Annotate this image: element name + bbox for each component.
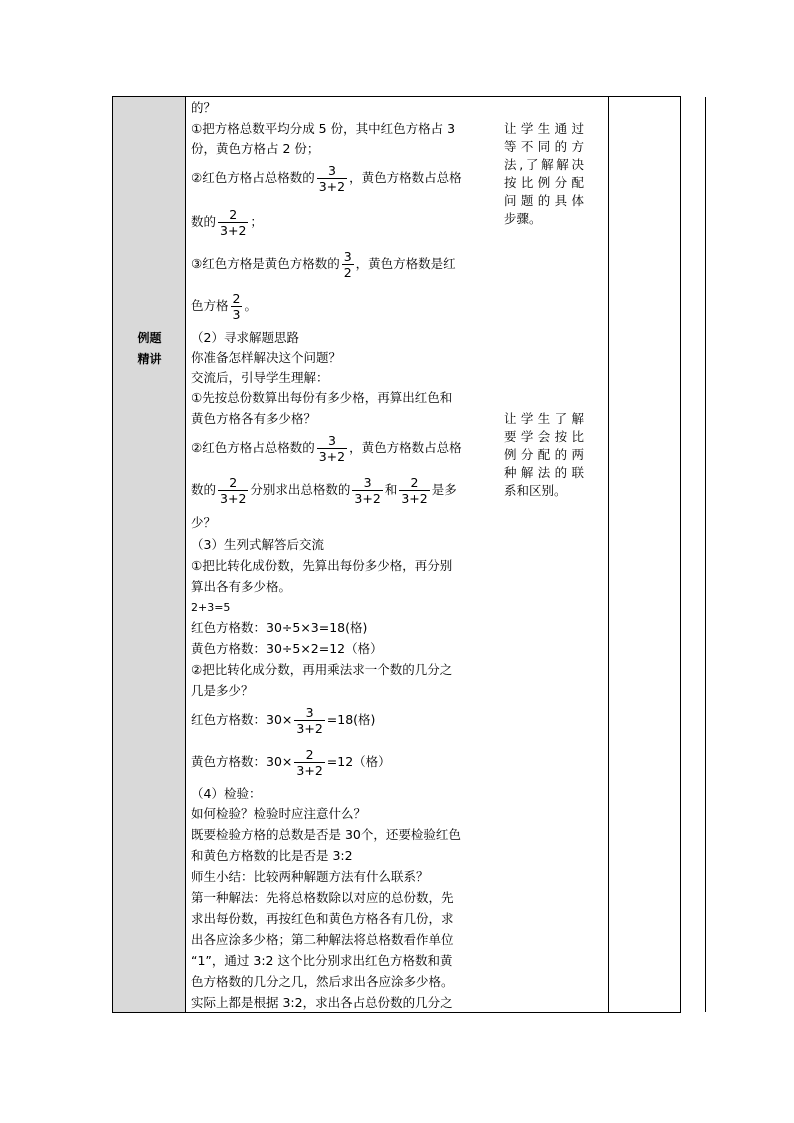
fraction-denominator: 3+2	[220, 491, 247, 506]
row-label-line-2: 精讲	[137, 352, 162, 366]
text-line: ①把方格总数平均分成 5 份，其中红色方格占 3	[191, 121, 456, 136]
fraction	[294, 705, 324, 736]
text-segment: ，黄色方格数占总格	[349, 440, 462, 455]
text-line-with-fraction	[191, 288, 257, 324]
row-label-cell	[113, 97, 186, 1012]
text-line: ②把比转化成分数，再用乘法求一个数的几分之	[191, 662, 453, 677]
text-line: 交流后，引导学生理解：	[191, 370, 329, 385]
text-line: 色方格数的几分之几，然后求出各应涂多少格。	[191, 974, 454, 989]
fraction-numerator: 3	[327, 433, 336, 448]
fraction	[317, 433, 347, 464]
text-line: ①把比转化成份数，先算出每份多少格，再分别	[191, 558, 453, 573]
text-line: 既要检验方格的总数是否是 30个，还要检验红色	[191, 827, 461, 842]
text-segment: ②红色方格占总格数的	[191, 170, 315, 185]
fraction	[342, 249, 354, 280]
note-line: 例分配的两	[504, 447, 584, 462]
note-line: 让学生通过	[504, 121, 584, 136]
text-line: 出各应涂多少格；第二种解法将总格数看作单位	[191, 932, 454, 947]
fraction	[294, 747, 324, 778]
fraction-denominator: 3+2	[354, 491, 381, 506]
note-line: 种解法的联	[504, 465, 584, 480]
text-line: 和黄色方格数的比是否是 3:2	[191, 848, 353, 863]
note-line: 问题的具体	[504, 193, 584, 208]
text-segment: ；	[250, 214, 263, 229]
text-segment: ，黄色方格数是红	[355, 256, 456, 271]
text-line-with-fraction	[191, 204, 263, 240]
formula-line-with-fraction	[191, 702, 375, 738]
teaching-note-1	[504, 120, 584, 228]
note-line: 让学生了解	[504, 411, 584, 426]
fraction-denominator: 3+2	[296, 763, 323, 778]
note-line: 等不同的方	[504, 139, 584, 154]
fraction-numerator: 3	[363, 475, 372, 490]
fraction-denominator: 2	[343, 265, 352, 280]
text-line-with-fraction	[191, 472, 457, 508]
section-heading: （4）检验：	[191, 786, 262, 801]
fraction-numerator: 3	[327, 163, 336, 178]
text-line: 你准备怎样解决这个问题？	[191, 350, 342, 365]
fraction-denominator: 3+2	[318, 179, 346, 194]
text-segment: ②红色方格占总格数的	[191, 440, 315, 455]
text-segment: 黄色方格数：30×	[191, 754, 293, 769]
text-line: 求出每份数，再按红色和黄色方格各有几份，求	[191, 911, 454, 926]
formula-line: 2+3=5	[191, 601, 231, 614]
notes-cell	[609, 97, 706, 1012]
section-heading: （3）生列式解答后交流	[191, 537, 324, 552]
fraction	[317, 163, 347, 194]
text-line: 实际上都是根据 3:2，求出各占总份数的几分之	[191, 995, 453, 1010]
text-line: 如何检验？检验时应注意什么？	[191, 806, 367, 821]
note-line: 系和区别。	[504, 483, 567, 498]
formula-line-with-fraction	[191, 744, 391, 780]
text-segment: =18(格)	[326, 712, 376, 727]
text-segment: ，黄色方格数占总格	[349, 170, 462, 185]
text-segment: 。	[244, 298, 257, 313]
fraction-denominator: 3+2	[318, 449, 346, 464]
text-segment: 数的	[191, 482, 217, 497]
fraction-numerator: 2	[229, 207, 238, 222]
fraction-denominator: 3	[232, 307, 241, 322]
text-segment: 数的	[191, 214, 217, 229]
fraction-denominator: 3+2	[296, 721, 323, 736]
text-line: 黄色方格各有多少格？	[191, 411, 317, 426]
note-line: 按比例分配	[504, 175, 584, 190]
fraction-numerator: 3	[305, 705, 314, 720]
text-line: 几是多少？	[191, 683, 254, 698]
row-label-line-1: 例题	[137, 331, 162, 345]
fraction-numerator: 2	[229, 475, 238, 490]
fraction	[218, 475, 248, 506]
text-line: 的？	[191, 100, 217, 115]
text-segment: 红色方格数：30×	[191, 712, 293, 727]
text-line: 第一种解法：先将总格数除以对应的总份数，先	[191, 890, 454, 905]
empty-cell	[706, 97, 794, 1012]
note-line: 要学会按比	[504, 429, 584, 444]
formula-line: 黄色方格数：30÷5×2=12（格）	[191, 641, 383, 656]
text-segment: 是多	[431, 482, 457, 497]
text-line: 少？	[191, 515, 217, 530]
formula-line: 红色方格数：30÷5×3=18(格)	[191, 620, 368, 635]
text-line-with-fraction	[191, 430, 462, 466]
teaching-note-2	[504, 410, 584, 500]
text-line-with-fraction	[191, 160, 462, 196]
text-segment: 和	[384, 482, 398, 497]
fraction	[352, 475, 382, 506]
fraction-denominator: 3+2	[220, 223, 247, 238]
text-line: 算出各有多少格。	[191, 579, 292, 594]
text-segment: 色方格	[191, 298, 229, 313]
text-line: “1”，通过 3:2 这个比分别求出红色方格数和黄	[191, 953, 453, 968]
fraction-numerator: 2	[305, 747, 314, 762]
section-heading: （2）寻求解题思路	[191, 330, 299, 345]
note-line: 法,了解解决	[504, 157, 584, 172]
fraction	[218, 207, 248, 238]
note-line: 步骤。	[504, 211, 542, 226]
fraction	[399, 475, 429, 506]
text-line: ①先按总份数算出每份有多少格，再算出红色和	[191, 390, 453, 405]
text-segment: =12（格）	[326, 754, 391, 769]
text-line: 师生小结：比较两种解题方法有什么联系？	[191, 869, 429, 884]
text-line-with-fraction	[191, 246, 456, 282]
fraction	[231, 291, 243, 322]
text-line: 份，黄色方格占 2 份；	[191, 141, 320, 156]
text-segment: 分别求出总格数的	[250, 482, 351, 497]
text-segment: ③红色方格是黄色方格数的	[191, 256, 340, 271]
fraction-numerator: 2	[232, 291, 241, 306]
fraction-numerator: 2	[410, 475, 419, 490]
fraction-numerator: 3	[343, 249, 352, 264]
fraction-denominator: 3+2	[401, 491, 428, 506]
